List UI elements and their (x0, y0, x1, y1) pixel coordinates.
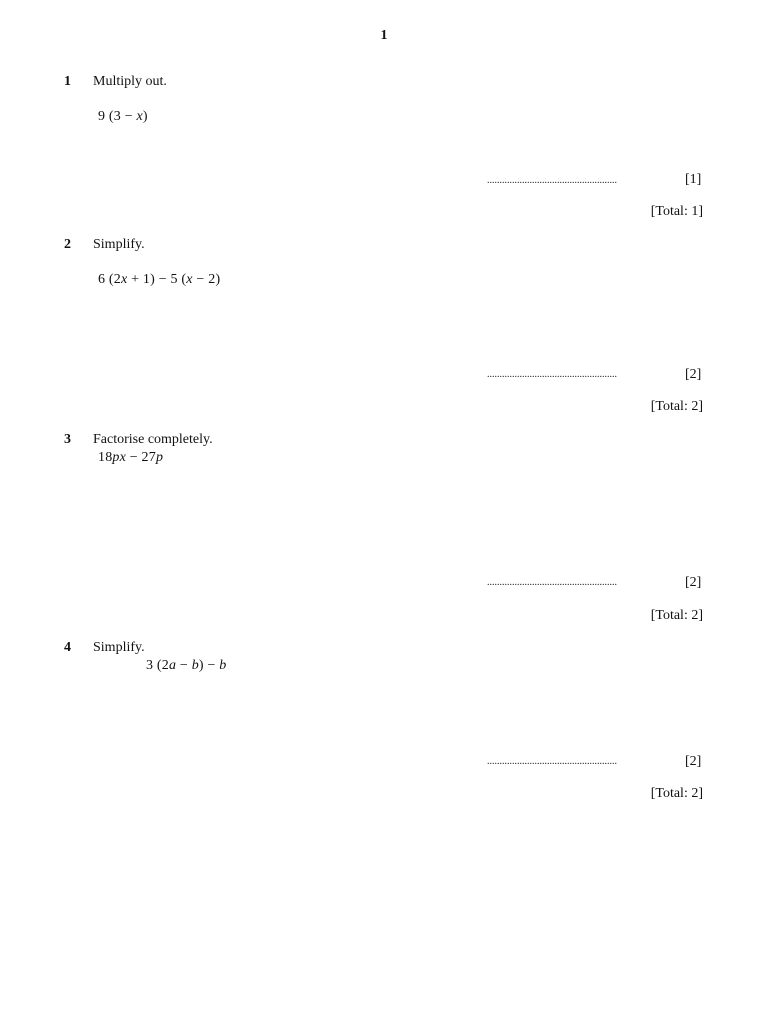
math-expression: 9 (3 − x) (98, 109, 148, 124)
page-number: 1 (380, 28, 388, 43)
answer-line[interactable]: .................................................... (487, 577, 617, 588)
question-prompt: Simplify. (93, 640, 145, 655)
question-number: 4 (64, 640, 71, 655)
math-expression: 18px − 27p (98, 450, 164, 465)
total-marks: [Total: 2] (650, 786, 703, 801)
question-number: 1 (64, 74, 71, 89)
question-number: 2 (64, 237, 71, 252)
question-number: 3 (64, 432, 71, 447)
answer-line[interactable]: .................................................... (487, 369, 617, 380)
question-prompt: Multiply out. (93, 74, 167, 89)
total-marks: [Total: 2] (650, 399, 703, 414)
answer-line[interactable]: .................................................... (487, 175, 617, 186)
answer-line[interactable]: .................................................... (487, 756, 617, 767)
question-prompt: Factorise completely. (93, 432, 213, 447)
math-expression: 3 (2a − b) − b (146, 658, 227, 673)
total-marks: [Total: 1] (650, 204, 703, 219)
question-prompt: Simplify. (93, 237, 145, 252)
total-marks: [Total: 2] (650, 608, 703, 623)
marks-label: [1] (685, 172, 702, 187)
math-expression: 6 (2x + 1) − 5 (x − 2) (98, 272, 221, 287)
marks-label: [2] (685, 367, 702, 382)
marks-label: [2] (685, 754, 702, 769)
marks-label: [2] (685, 575, 702, 590)
